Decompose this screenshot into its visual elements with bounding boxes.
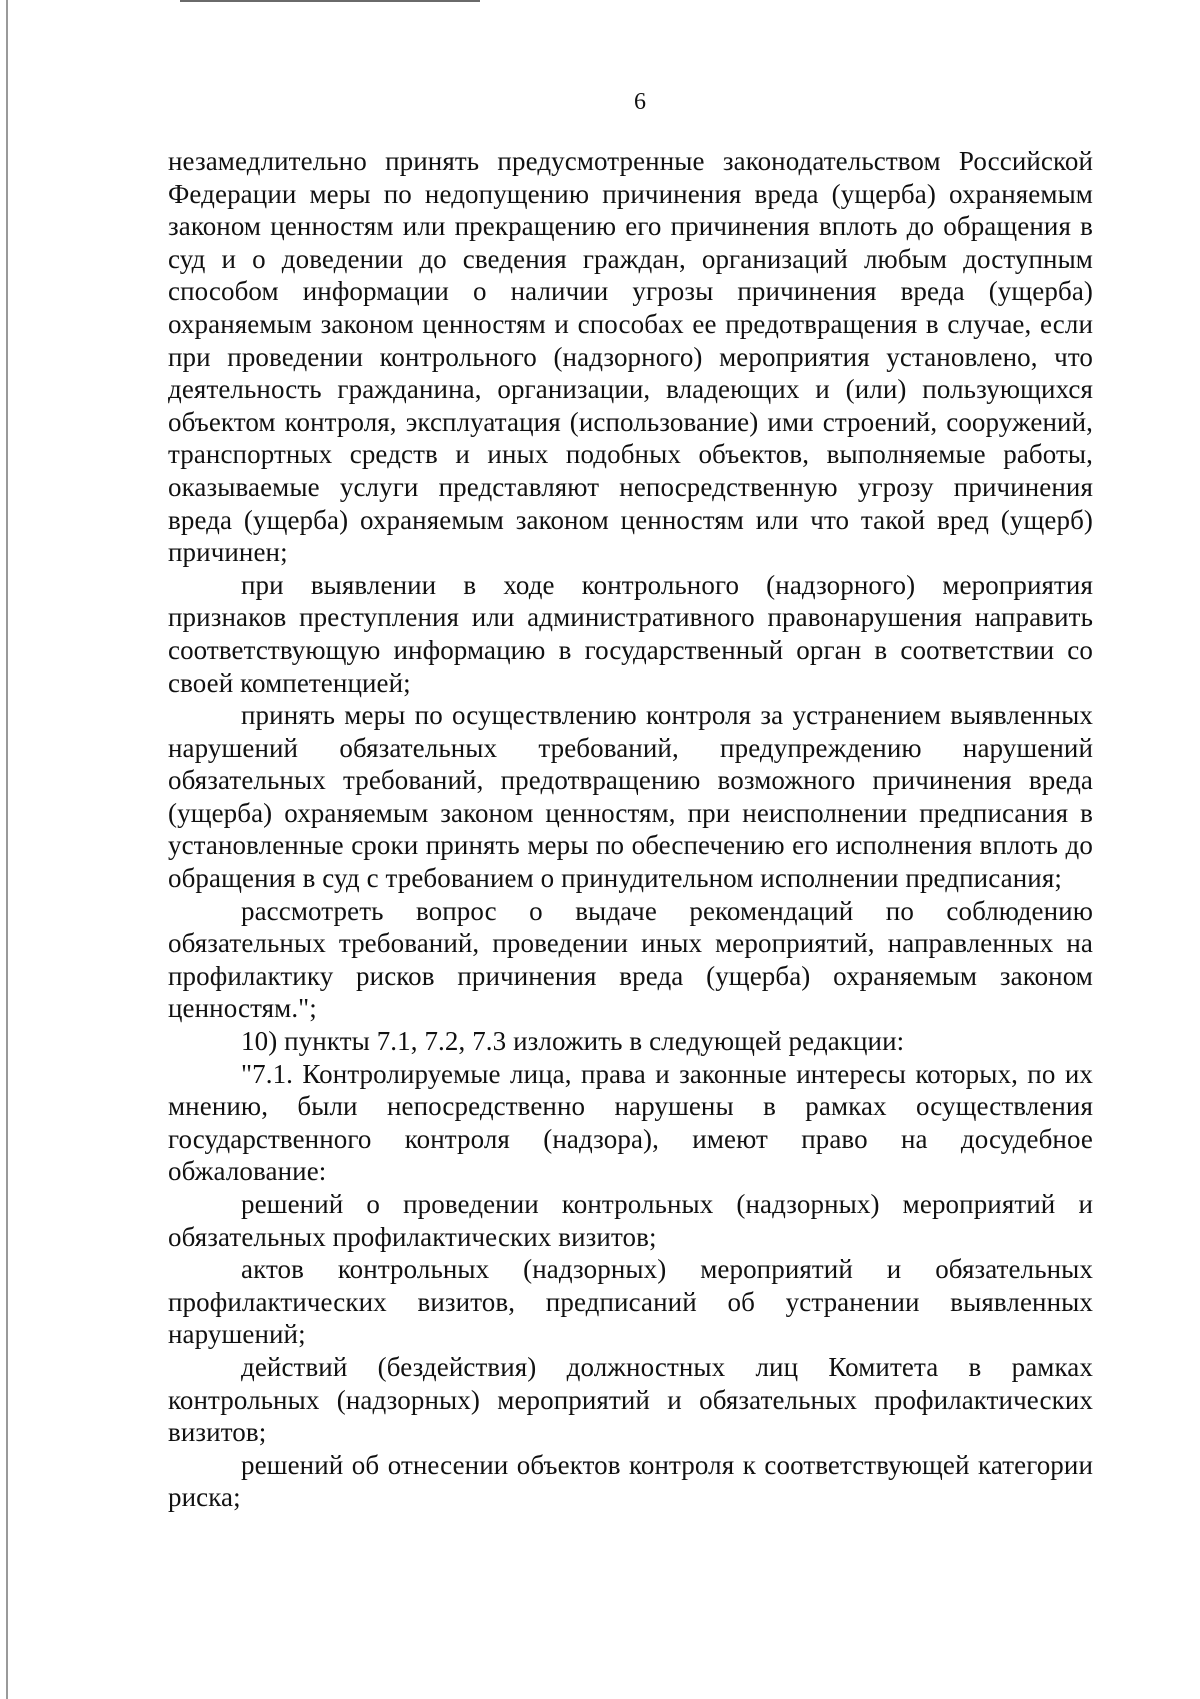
page-number: 6: [634, 89, 646, 115]
paragraph: 10) пункты 7.1, 7.2, 7.3 изложить в следующей редакции:: [241, 1026, 905, 1057]
paragraph: решений о проведении контрольных (надзорных) мероприятий и обязательных профилактических визитов;: [168, 1189, 1093, 1252]
paragraph: решений об отнесении объектов контроля к соответствующей категории риска;: [168, 1449, 1093, 1513]
paragraph: действий (бездействия) должностных лиц Комитета в рамках контрольных (надзорных) мероприятий и обязательных профилактических визитов;: [168, 1351, 1093, 1448]
paragraph-continuation: незамедлительно принять предусмотренные законодательством Российской Федерации меры по недопущению причинения вреда (ущерба) охраняемым законом ценностям или прекращению его причинения вплоть до обращения в суд и о доведении до сведения граждан, организаций любым доступным способом информации о наличии угрозы причинения вреда (ущерба) охраняемым законом ценностям и способах ее предотвращения в случае, если при проведении контрольного (надзорного) мероприятия установлено, что деятельность гражданина, организации, владеющих и (или) пользующихся объектом контроля, эксплуатация (использование) ими строений, сооружений, транспортных средств и иных подобных объектов, выполняемые работы, оказываемые услуги представляют непосредственную угрозу причинения вреда (ущерба) охраняемым законом ценностям или что такой вред (ущерб) причинен;: [168, 146, 1093, 568]
paragraph: "7.1. Контролируемые лица, права и законные интересы которых, по их мнению, были непосредственно нарушены в рамках осуществления государственного контроля (надзора), имеют право на досудебное обжалование:: [168, 1058, 1093, 1187]
scan-edge-left: [6, 0, 8, 1699]
paragraph: рассмотреть вопрос о выдаче рекомендаций по соблюдению обязательных требований, проведении иных мероприятий, направленных на профилактику рисков причинения вреда (ущерба) охраняемым законом ценностям.";: [168, 895, 1093, 1024]
document-body: [168, 145, 1093, 1514]
paragraph: актов контрольных (надзорных) мероприятий и обязательных профилактических визитов, предписаний об устранении выявленных нарушений;: [168, 1254, 1093, 1350]
paragraph: принять меры по осуществлению контроля за устранением выявленных нарушений обязательных требований, предупреждению нарушений обязательных требований, предотвращению возможного причинения вреда (ущерба) охраняемым законом ценностям, при неисполнении предписания в установленные сроки принять меры по обеспечению его исполнения вплоть до обращения в суд с требованием о принудительном исполнении предписания;: [168, 700, 1093, 894]
scan-edge-top: [180, 0, 480, 2]
paragraph: при выявлении в ходе контрольного (надзорного) мероприятия признаков преступления или административного правонарушения направить соответствующую информацию в государственный орган в соответствии со своей компетенцией;: [168, 569, 1093, 698]
